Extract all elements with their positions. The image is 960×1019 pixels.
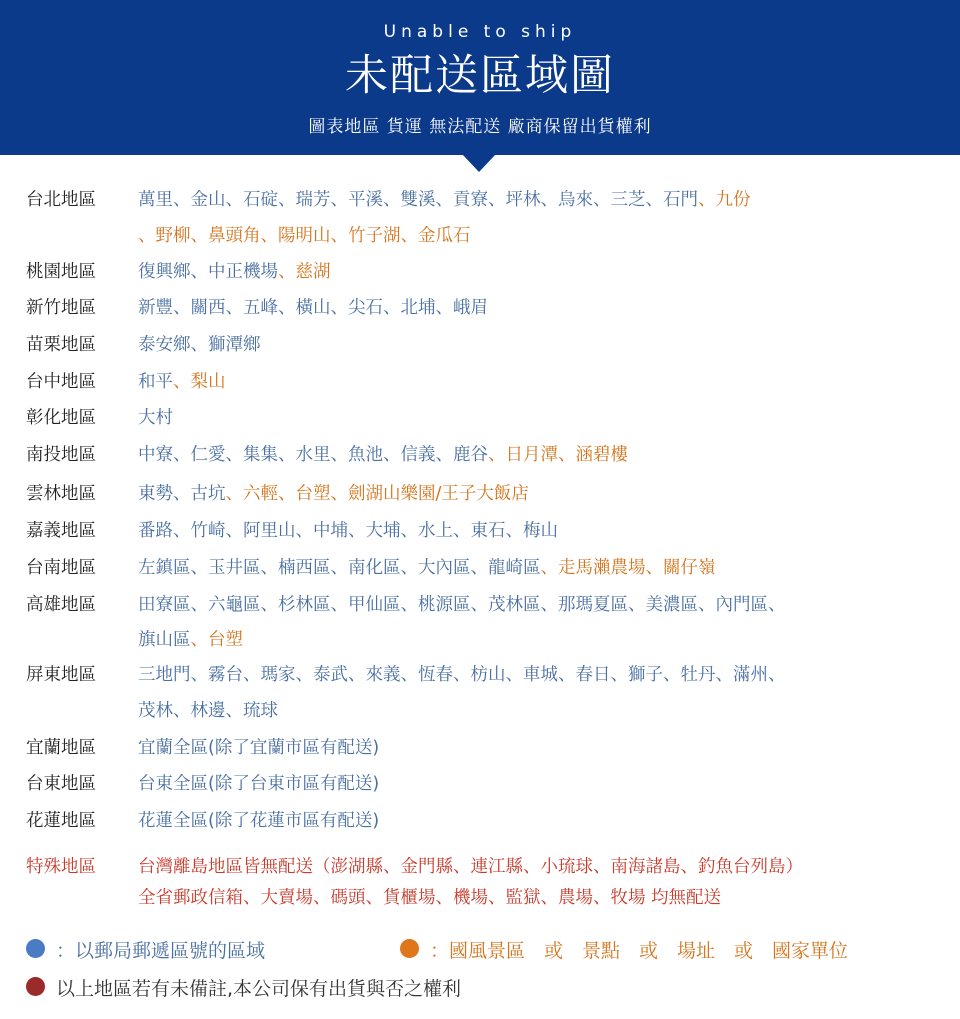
legend-orange-text: ：國風景區 或 景點 或 場址 或 國家單位 (430, 940, 849, 962)
region-areas: 左鎮區、玉井區、楠西區、南化區、大內區、龍崎區、走馬瀨農場、關仔嶺 (138, 558, 716, 578)
region-label: 桃園地區 (26, 262, 96, 282)
region-areas: 宜蘭全區(除了宜蘭市區有配送) (138, 738, 380, 758)
header-banner (0, 0, 960, 155)
region-label: 台南地區 (26, 558, 96, 578)
region-areas: 台東全區(除了台東市區有配送) (138, 774, 380, 794)
english-title: Unable to ship (383, 22, 577, 42)
region-label: 嘉義地區 (26, 521, 96, 541)
region-label: 宜蘭地區 (26, 738, 96, 758)
region-areas: 大村 (138, 408, 173, 428)
region-label: 雲林地區 (26, 484, 96, 504)
region-areas: 東勢、古坑、六輕、台塑、劍湖山樂園/王子大飯店 (138, 484, 529, 504)
region-label: 新竹地區 (26, 298, 96, 318)
region-label: 高雄地區 (26, 595, 96, 615)
region-areas: 中寮、仁愛、集集、水里、魚池、信義、鹿谷、日月潭、涵碧樓 (138, 445, 628, 465)
region-areas: 復興鄉、中正機場、慈湖 (138, 262, 331, 282)
special-line-1: 台灣離島地區皆無配送（澎湖縣、金門縣、連江縣、小琉球、南海諸島、釣魚台列島） (138, 857, 803, 877)
region-label: 台東地區 (26, 774, 96, 794)
legend-blue-text: ：以郵局郵遞區號的區域 (56, 940, 266, 962)
region-areas: 和平、梨山 (138, 372, 226, 392)
region-areas: 泰安鄉、獅潭鄉 (138, 335, 261, 355)
region-label: 屏東地區 (26, 665, 96, 685)
blue-dot-icon (26, 939, 45, 958)
region-label: 台北地區 (26, 190, 96, 210)
region-areas: 田寮區、六龜區、杉林區、甲仙區、桃源區、茂林區、那瑪夏區、美濃區、內門區、 (138, 595, 786, 615)
region-areas: 番路、竹崎、阿里山、中埔、大埔、水上、東石、梅山 (138, 521, 558, 541)
region-areas-cont: 、野柳、鼻頭角、陽明山、竹子湖、金瓜石 (138, 226, 471, 246)
red-dot-icon (26, 977, 45, 996)
region-label: 台中地區 (26, 372, 96, 392)
header-pointer-arrow (462, 154, 496, 172)
region-label: 南投地區 (26, 445, 96, 465)
region-areas-cont: 旗山區、台塑 (138, 630, 243, 650)
orange-dot-icon (400, 939, 419, 958)
region-areas: 新豐、關西、五峰、橫山、尖石、北埔、峨眉 (138, 298, 488, 318)
region-label: 特殊地區 (26, 857, 96, 877)
region-areas: 花蓮全區(除了花蓮市區有配送) (138, 811, 380, 831)
region-areas-cont: 茂林、林邊、琉球 (138, 701, 278, 721)
region-areas: 三地門、霧台、瑪家、泰武、來義、恆春、枋山、車城、春日、獅子、牡丹、滿州、 (138, 665, 786, 685)
region-label: 苗栗地區 (26, 335, 96, 355)
region-label: 彰化地區 (26, 408, 96, 428)
region-areas: 萬里、金山、石碇、瑞芳、平溪、雙溪、貢寮、坪林、烏來、三芝、石門、九份 (138, 190, 751, 210)
legend-red-text: 以上地區若有未備註,本公司保有出貨與否之權利 (56, 978, 462, 1000)
special-line-2: 全省郵政信箱、大賣場、碼頭、貨櫃場、機場、監獄、農場、牧場 均無配送 (138, 888, 722, 908)
page-subtitle: 圖表地區 貨運 無法配送 廠商保留出貨權利 (308, 117, 652, 137)
page-title: 未配送區域圖 (345, 51, 615, 101)
region-label: 花蓮地區 (26, 811, 96, 831)
